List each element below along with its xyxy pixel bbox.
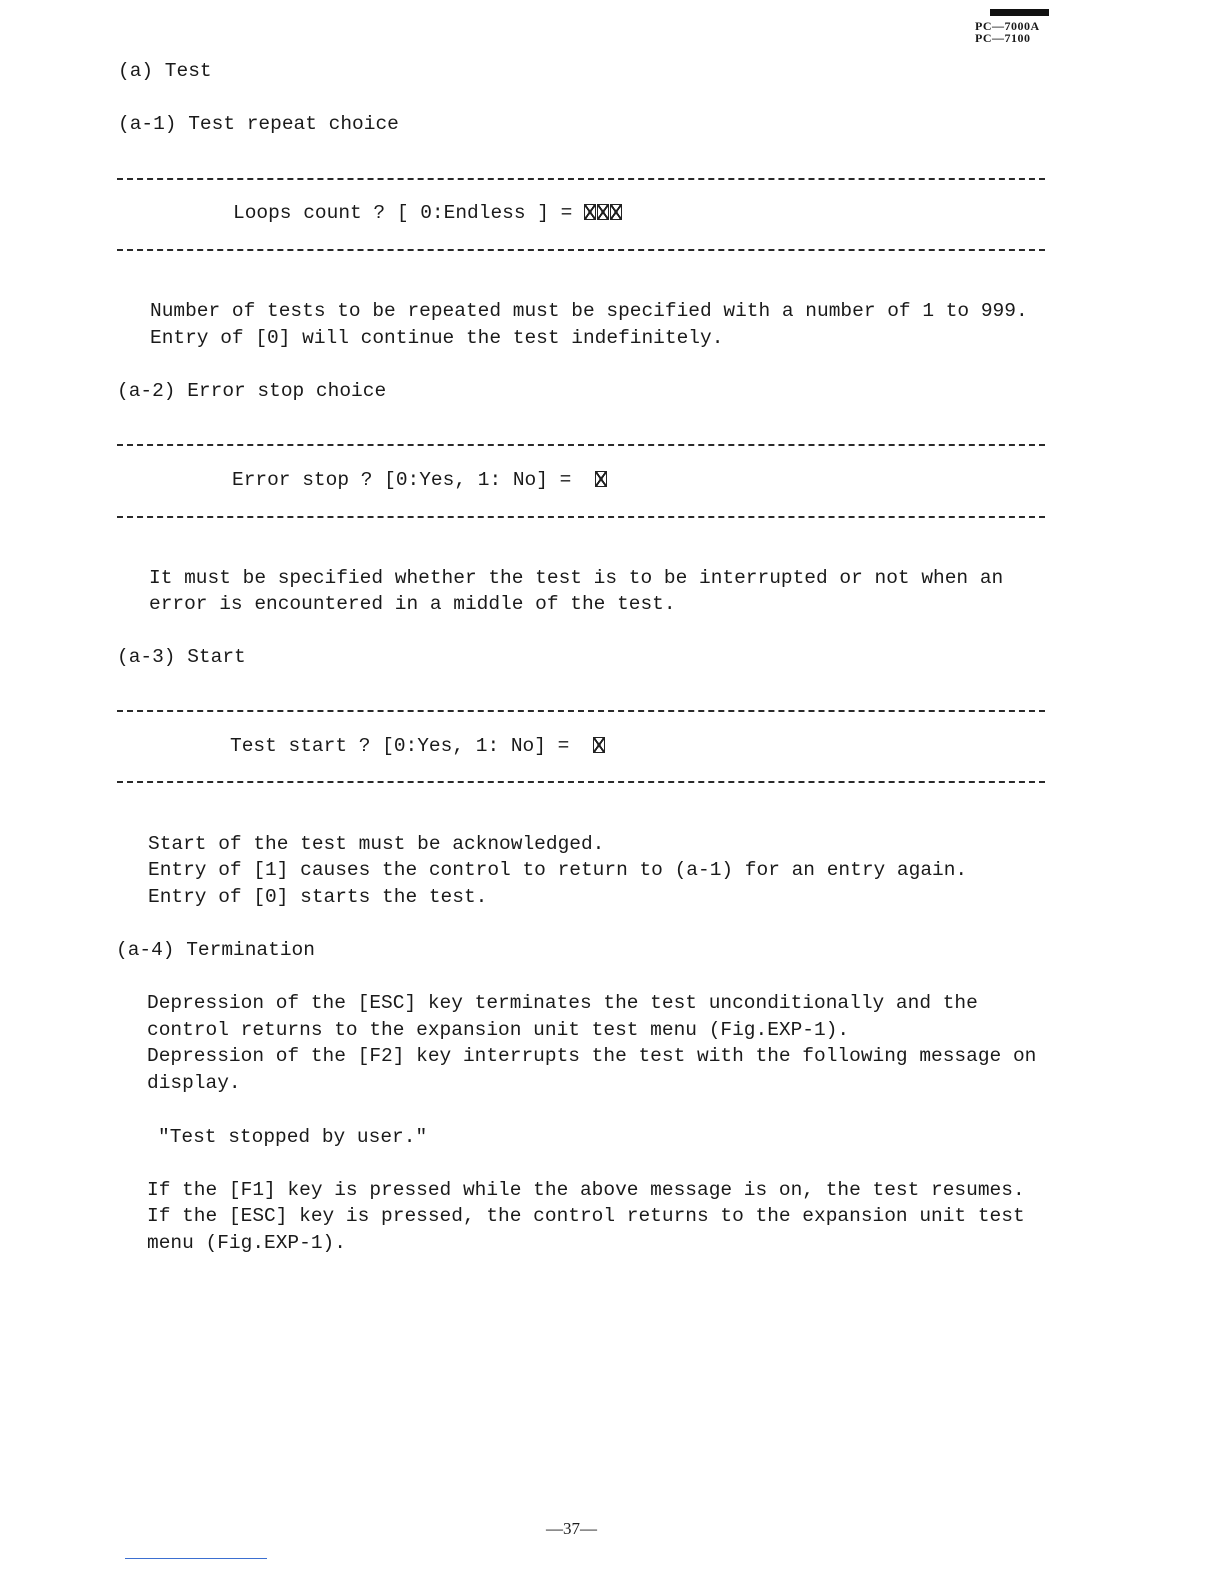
a2-desc-1: It must be specified whether the test is to be interrupted or not when an	[149, 567, 1004, 589]
a2-prompt-line	[232, 467, 608, 494]
header-bar-mark	[990, 9, 1049, 16]
a1-input-cursor	[584, 202, 623, 224]
model-number-2: PC—7100	[975, 31, 1031, 45]
a2-desc-2: error is encountered in a middle of the test.	[149, 593, 676, 615]
a3-desc-1: Start of the test must be acknowledged.	[148, 833, 605, 855]
cursor-box-icon	[595, 471, 607, 487]
a3-prompt: Test start ? [0:Yes, 1: No] =	[230, 735, 570, 757]
a4-para2-line1: If the [F1] key is pressed while the above message is on, the test resumes.	[147, 1179, 1025, 1201]
page-number: —37—	[546, 1519, 597, 1538]
a2-prompt: Error stop ? [0:Yes, 1: No] =	[232, 469, 572, 491]
a4-para2-line2: If the [ESC] key is pressed, the control returns to the expansion unit test	[147, 1205, 1025, 1227]
a1-desc-1: Number of tests to be repeated must be specified with a number of 1 to 999.	[150, 300, 1028, 322]
a2-heading: (a-2) Error stop choice	[117, 380, 387, 402]
a4-para1-line3: Depression of the [F2] key interrupts the test with the following message on	[147, 1045, 1037, 1067]
model-number-1: PC—7000A	[975, 19, 1040, 33]
a1-prompt-line	[233, 200, 623, 227]
a4-para1-line2: control returns to the expansion unit test menu (Fig.EXP-1).	[147, 1019, 850, 1041]
cursor-box-icon	[584, 204, 596, 220]
a4-para1-line1: Depression of the [ESC] key terminates the test unconditionally and the	[147, 992, 978, 1014]
a1-heading: (a-1) Test repeat choice	[118, 113, 399, 135]
a2-divider-bottom	[117, 516, 1045, 518]
a3-divider-top	[117, 710, 1045, 712]
a3-heading: (a-3) Start	[117, 646, 246, 668]
a2-divider-top	[117, 444, 1045, 446]
a4-message: "Test stopped by user."	[158, 1126, 428, 1148]
a4-para2-line3: menu (Fig.EXP-1).	[147, 1232, 346, 1254]
cursor-box-icon	[593, 737, 605, 753]
bottom-underline-mark	[125, 1558, 267, 1559]
a3-divider-bottom	[117, 781, 1045, 783]
cursor-box-icon	[610, 204, 622, 220]
a1-prompt: Loops count ? [ 0:Endless ] =	[233, 202, 573, 224]
section-title: (a) Test	[118, 60, 212, 82]
a4-heading: (a-4) Termination	[116, 939, 315, 961]
a3-desc-3: Entry of [0] starts the test.	[148, 886, 488, 908]
a4-para1-line4: display.	[147, 1072, 241, 1094]
a3-prompt-line	[230, 733, 606, 760]
a1-desc-2: Entry of [0] will continue the test indefinitely.	[150, 327, 724, 349]
a1-divider-top	[117, 178, 1045, 180]
a3-desc-2: Entry of [1] causes the control to return to (a-1) for an entry again.	[148, 859, 968, 881]
a1-divider-bottom	[117, 249, 1045, 251]
cursor-box-icon	[597, 204, 609, 220]
